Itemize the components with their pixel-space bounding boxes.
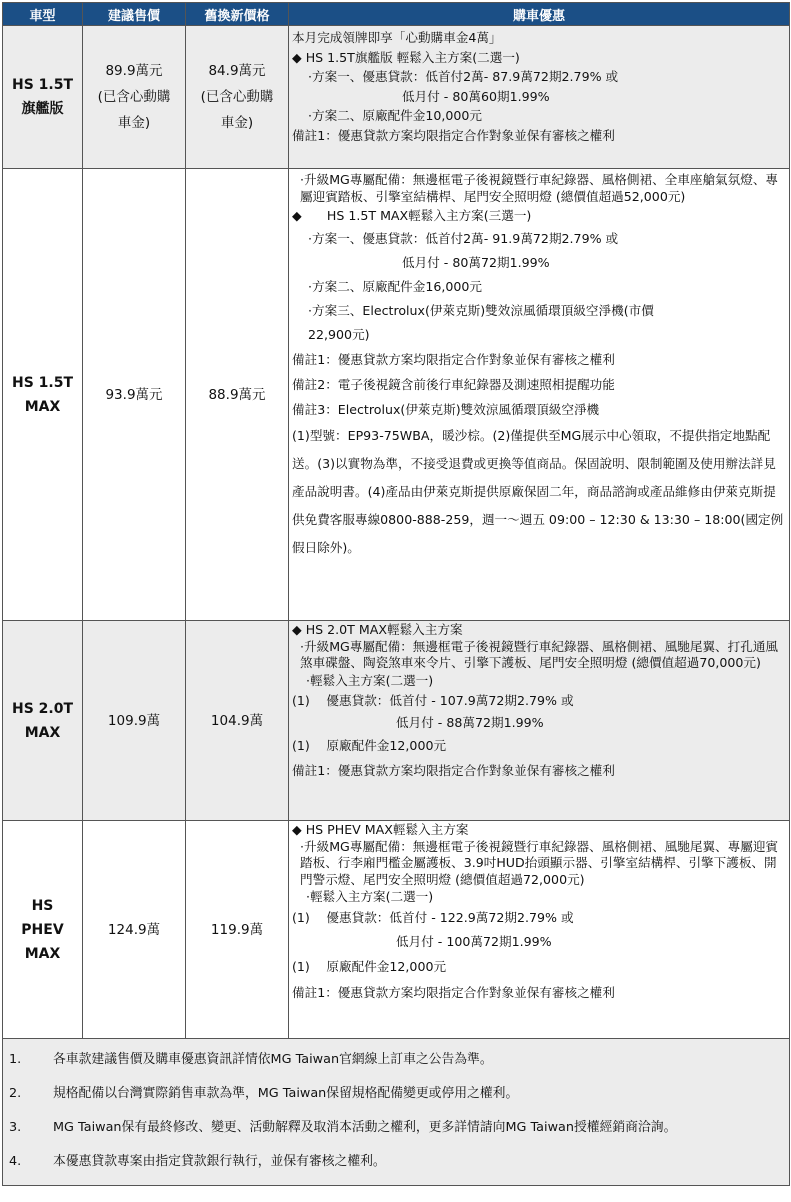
- offer-equipment: ·升級MG專屬配備：無邊框電子後視鏡暨行車紀錄器、風格側裙、全車座艙氣氛燈、專屬迎賓踏板、引擎室結構桿、尾門安全照明燈 (總價值超過52,000元): [300, 172, 779, 204]
- msrp-value: 93.9萬元: [105, 386, 163, 403]
- model-name: HS 1.5T: [11, 374, 74, 391]
- header-offer: 購車優惠: [289, 3, 790, 26]
- offer-line: 備註1：優惠貸款方案均限指定合作對象並保有審核之權利: [292, 985, 615, 1000]
- header-msrp: 建議售價: [83, 3, 186, 26]
- promotion-table: [2, 2, 790, 1186]
- note-number: 1.: [9, 1052, 22, 1067]
- offer-line: ·方案二、原廠配件金10,000元: [308, 108, 483, 123]
- offer-cell: [289, 821, 790, 1039]
- offer-line: ·輕鬆入主方案(二選一): [306, 672, 434, 688]
- model-cell: [3, 621, 83, 821]
- note-text: 本優惠貸款專案由指定貸款銀行執行，並保有審核之權利。: [53, 1154, 386, 1169]
- notes-cell: [3, 1039, 790, 1186]
- tradein-note: (已含心動購: [200, 89, 274, 105]
- offer-line: 低月付 - 80萬60期1.99%: [402, 88, 550, 104]
- note-number: 3.: [9, 1120, 22, 1135]
- msrp-value: 124.9萬: [107, 921, 161, 938]
- offer-line: 低月付 - 80萬72期1.99%: [402, 255, 550, 270]
- model-cell: [3, 169, 83, 621]
- model-cell: [3, 26, 83, 169]
- note-number: 2.: [9, 1086, 22, 1101]
- offer-line: 低月付 - 88萬72期1.99%: [396, 714, 544, 730]
- model-trim: MAX: [24, 724, 61, 741]
- offer-line: 本月完成領牌即享「心動購車金4萬」: [292, 30, 502, 45]
- msrp-cell: [83, 26, 186, 169]
- msrp-value: 89.9萬元: [105, 63, 163, 79]
- note-item: [3, 1077, 789, 1111]
- note-text: 各車款建議售價及購車優惠資訊詳情依MG Taiwan官網線上訂車之公告為準。: [53, 1052, 493, 1067]
- offer-line: 備註1：優惠貸款方案均限指定合作對象並保有審核之權利: [292, 352, 615, 367]
- offer-line: ·輕鬆入主方案(二選一): [306, 889, 434, 904]
- offer-line: (1) 優惠貸款：低首付 - 122.9萬72期2.79% 或: [292, 910, 574, 925]
- header-tradein-price: 舊換新價格: [186, 3, 289, 26]
- note-text: 規格配備以台灣實際銷售車款為準，MG Taiwan保留規格配備變更或停用之權利。: [53, 1086, 519, 1101]
- notes-row: [3, 1039, 790, 1186]
- msrp-note: (已含心動購: [97, 89, 171, 105]
- model-trim: MAX: [24, 945, 61, 962]
- note-item: [3, 1111, 789, 1145]
- tradein-value: 84.9萬元: [208, 63, 266, 79]
- offer-plan-title: ◆ HS 2.0T MAX輕鬆入主方案: [292, 622, 463, 637]
- offer-plan-title: ◆ HS PHEV MAX輕鬆入主方案: [292, 822, 469, 837]
- table-row: [3, 26, 790, 169]
- tradein-cell: [186, 169, 289, 621]
- offer-line: (1) 原廠配件金12,000元: [292, 959, 447, 974]
- tradein-value: 88.9萬元: [208, 386, 266, 403]
- msrp-cell: [83, 169, 186, 621]
- table-row: [3, 821, 790, 1039]
- offer-cell: [289, 26, 790, 169]
- msrp-cell: [83, 821, 186, 1039]
- model-trim: 旗艦版: [21, 101, 64, 117]
- model-name: HS 2.0T: [11, 700, 74, 717]
- offer-line: (1) 原廠配件金12,000元: [292, 737, 447, 753]
- model-trim: MAX: [24, 398, 61, 415]
- model-name: HS: [31, 897, 54, 914]
- offer-equipment: ·升級MG專屬配備：無邊框電子後視鏡暨行車紀錄器、風格側裙、風馳尾翼、打孔通風煞車碟盤、陶瓷煞車來令片、引擎下護板、尾門安全照明燈 (總價值超過70,000元): [300, 638, 779, 670]
- header-row: [3, 3, 790, 26]
- table-row: [3, 621, 790, 821]
- msrp-cell: [83, 621, 186, 821]
- note-text: MG Taiwan保有最終修改、變更、活動解釋及取消本活動之權利，更多詳情請向MG Taiwan授權經銷商洽詢。: [53, 1120, 677, 1135]
- tradein-cell: [186, 621, 289, 821]
- model-type: PHEV: [21, 921, 64, 938]
- tradein-note: 車金): [220, 115, 254, 131]
- offer-cell: [289, 621, 790, 821]
- tradein-cell: [186, 821, 289, 1039]
- offer-line: 22,900元): [308, 327, 370, 342]
- offer-line: ◆ HS 1.5T MAX輕鬆入主方案(三選一): [292, 208, 532, 223]
- offer-line: ◆ HS 1.5T旗艦版 輕鬆入主方案(二選一): [292, 49, 520, 65]
- offer-cell: [289, 169, 790, 621]
- msrp-value: 109.9萬: [107, 712, 161, 729]
- header-model: 車型: [3, 3, 83, 26]
- offer-line: ·方案二、原廠配件金16,000元: [308, 279, 483, 294]
- offer-equipment: ·升級MG專屬配備：無邊框電子後視鏡暨行車紀錄器、風格側裙、風馳尾翼、專屬迎賓踏板、行李廂門檻金屬護板、3.9吋HUD抬頭顯示器、引擎室結構桿、引擎下護板、開門警示燈、尾門安全照明燈 (總價值超過72,000元): [300, 838, 779, 887]
- offer-line: 備註1：優惠貸款方案均限指定合作對象並保有審核之權利: [292, 762, 615, 778]
- msrp-note: 車金): [117, 115, 151, 131]
- offer-line: (1) 優惠貸款：低首付 - 107.9萬72期2.79% 或: [292, 692, 574, 708]
- offer-line: 備註3：Electrolux(伊萊克斯)雙效涼風循環頂級空淨機: [292, 402, 600, 417]
- offer-detail: (1)型號：EP93-75WBA，暖沙棕。(2)僅提供至MG展示中心領取，不提供指定地點配送。(3)以實物為準，不接受退費或更換等值商品。保固說明、限制範圍及使用辦法詳見產品說明書。(4)產品由伊萊克斯提供原廠保固二年，商品諮詢或產品維修由伊萊克斯提供免費客服專線0800-888-259，週一～週五 09:00 – 12:30 & 13:30 – 18:00(國定例假日除外)。: [292, 428, 784, 555]
- offer-line: ·方案一、優惠貸款：低首付2萬- 87.9萬72期2.79% 或: [308, 69, 619, 84]
- offer-line: 低月付 - 100萬72期1.99%: [396, 934, 552, 949]
- model-cell: [3, 821, 83, 1039]
- tradein-value: 119.9萬: [210, 921, 264, 938]
- offer-line: ·方案三、Electrolux(伊萊克斯)雙效涼風循環頂級空淨機(市價: [308, 303, 654, 318]
- note-number: 4.: [9, 1154, 22, 1169]
- table-row: [3, 169, 790, 621]
- offer-line: 備註1：優惠貸款方案均限指定合作對象並保有審核之權利: [292, 127, 615, 143]
- offer-line: 備註2：電子後視鏡含前後行車紀錄器及測速照相提醒功能: [292, 377, 615, 392]
- note-item: [3, 1043, 789, 1077]
- model-name: HS 1.5T: [11, 77, 74, 93]
- offer-line: ·方案一、優惠貸款：低首付2萬- 91.9萬72期2.79% 或: [308, 231, 619, 246]
- tradein-cell: [186, 26, 289, 169]
- tradein-value: 104.9萬: [210, 712, 264, 729]
- note-item: [3, 1145, 789, 1179]
